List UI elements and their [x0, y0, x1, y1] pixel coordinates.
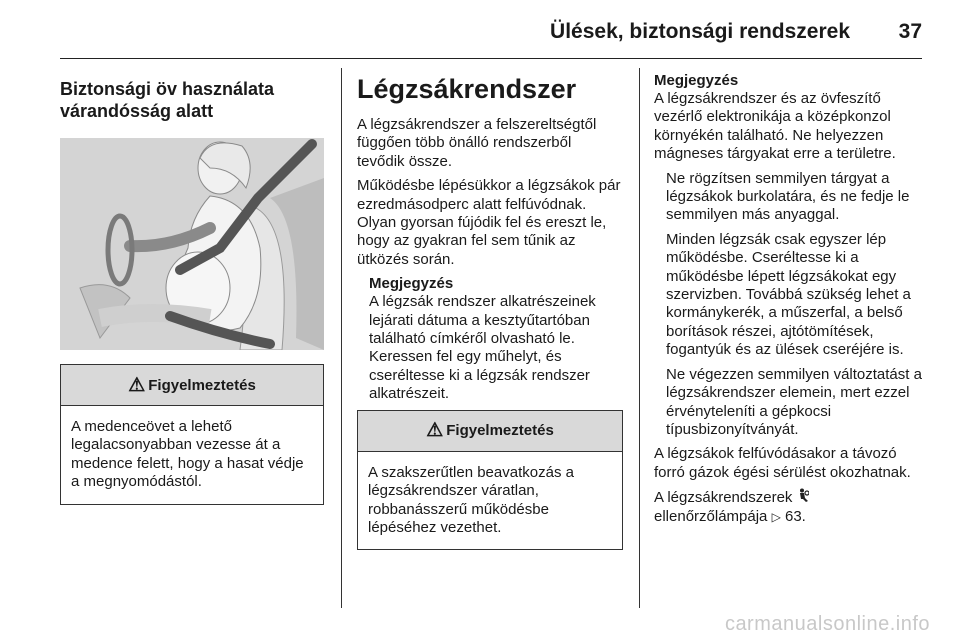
- page-reference[interactable]: 63.: [784, 507, 806, 525]
- column-1: [60, 78, 324, 513]
- note-text: Minden légzsák csak egyszer lép működésbe. Cseréltesse ki a működésbe lépett légzsákokat egy szervizben. Továbbá szükség lehet a kormánykerék, a műszerfal, a belső borítások részei, ajtótömítések, fogantyúk és az ülések cseréjére is.: [666, 230, 911, 359]
- note: [357, 275, 623, 403]
- paragraph-text: ellenőrzőlámpája: [654, 507, 768, 525]
- paragraph: A légzsákrendszer a felszereltségtől függően több önálló rendszerből tevődik össze.: [357, 116, 597, 170]
- page-reference-arrow-icon: ▷: [771, 509, 781, 524]
- pregnant-seatbelt-illustration: [60, 138, 324, 350]
- warning-text: A medenceövet a lehető legalacsonyabban vezesse át a medence felett, hogy a hasat védje a megnyomódástól.: [71, 418, 304, 491]
- paragraph: [654, 488, 922, 526]
- section-title: Biztonsági öv használata várandósság alatt: [60, 79, 275, 121]
- warning-header: [61, 365, 323, 406]
- column-2: [357, 74, 623, 558]
- warning-box: [60, 364, 324, 505]
- header-title: Ülések, biztonsági rendszerek: [550, 20, 850, 43]
- warning-box: [357, 410, 623, 551]
- warning-triangle-icon: ⚠: [426, 420, 444, 442]
- column-divider: [341, 68, 342, 608]
- note-text: A légzsákrendszer és az övfeszítő vezérlő elektronikája a középkonzol környékén található. Ne helyezzen mágneses tárgyakat erre a területre.: [654, 90, 896, 163]
- airbag-lamp-icon: [797, 489, 809, 506]
- paragraph: Működésbe lépésükkor a légzsákok pár ezredmásodperc alatt felfúvódnak. Olyan gyorsan fújódik fel és ereszt le, hogy az gyakran fel sem tűnik az ütközés során.: [357, 177, 621, 268]
- warning-text: A szakszerűtlen beavatkozás a légzsákrendszer váratlan, robbanásszerű működésbe lépéséhez vezethet.: [368, 463, 574, 536]
- note-heading: Megjegyzés: [369, 275, 454, 293]
- page-number: 37: [898, 20, 922, 43]
- note-text: Ne végezzen semmilyen változtatást a légzsákrendszer elemein, mert ezzel érvényteleníti a gépkocsi típusbizonyítványát.: [666, 365, 922, 438]
- warning-title: Figyelmeztetés: [148, 376, 256, 394]
- warning-triangle-icon: ⚠: [128, 374, 146, 396]
- watermark: carmanualsonline.info: [724, 613, 930, 635]
- note-text: Ne rögzítsen semmilyen tárgyat a légzsákok burkolatára, és ne fedje le semmilyen más anyaggal.: [666, 169, 910, 224]
- column-3: [654, 72, 922, 532]
- warning-title: Figyelmeztetés: [446, 422, 554, 440]
- section-title: Légzsákrendszer: [357, 74, 577, 104]
- paragraph: A légzsákok felfúvódásakor a távozó forró gázok égési sérülést okozhatnak.: [654, 445, 911, 481]
- page-header: [60, 18, 922, 59]
- note-text: A légzsák rendszer alkatrészeinek lejárati dátuma a kesztyűtartóban található címkéről olvasható le. Keressen fel egy műhelyt, és cseréltesse ki a légzsák rendszer alkatrészeit.: [369, 293, 596, 403]
- note-heading: Megjegyzés: [654, 72, 739, 89]
- paragraph-text: A légzsákrendszerek: [654, 489, 793, 507]
- warning-header: [358, 411, 622, 452]
- column-divider: [639, 68, 640, 608]
